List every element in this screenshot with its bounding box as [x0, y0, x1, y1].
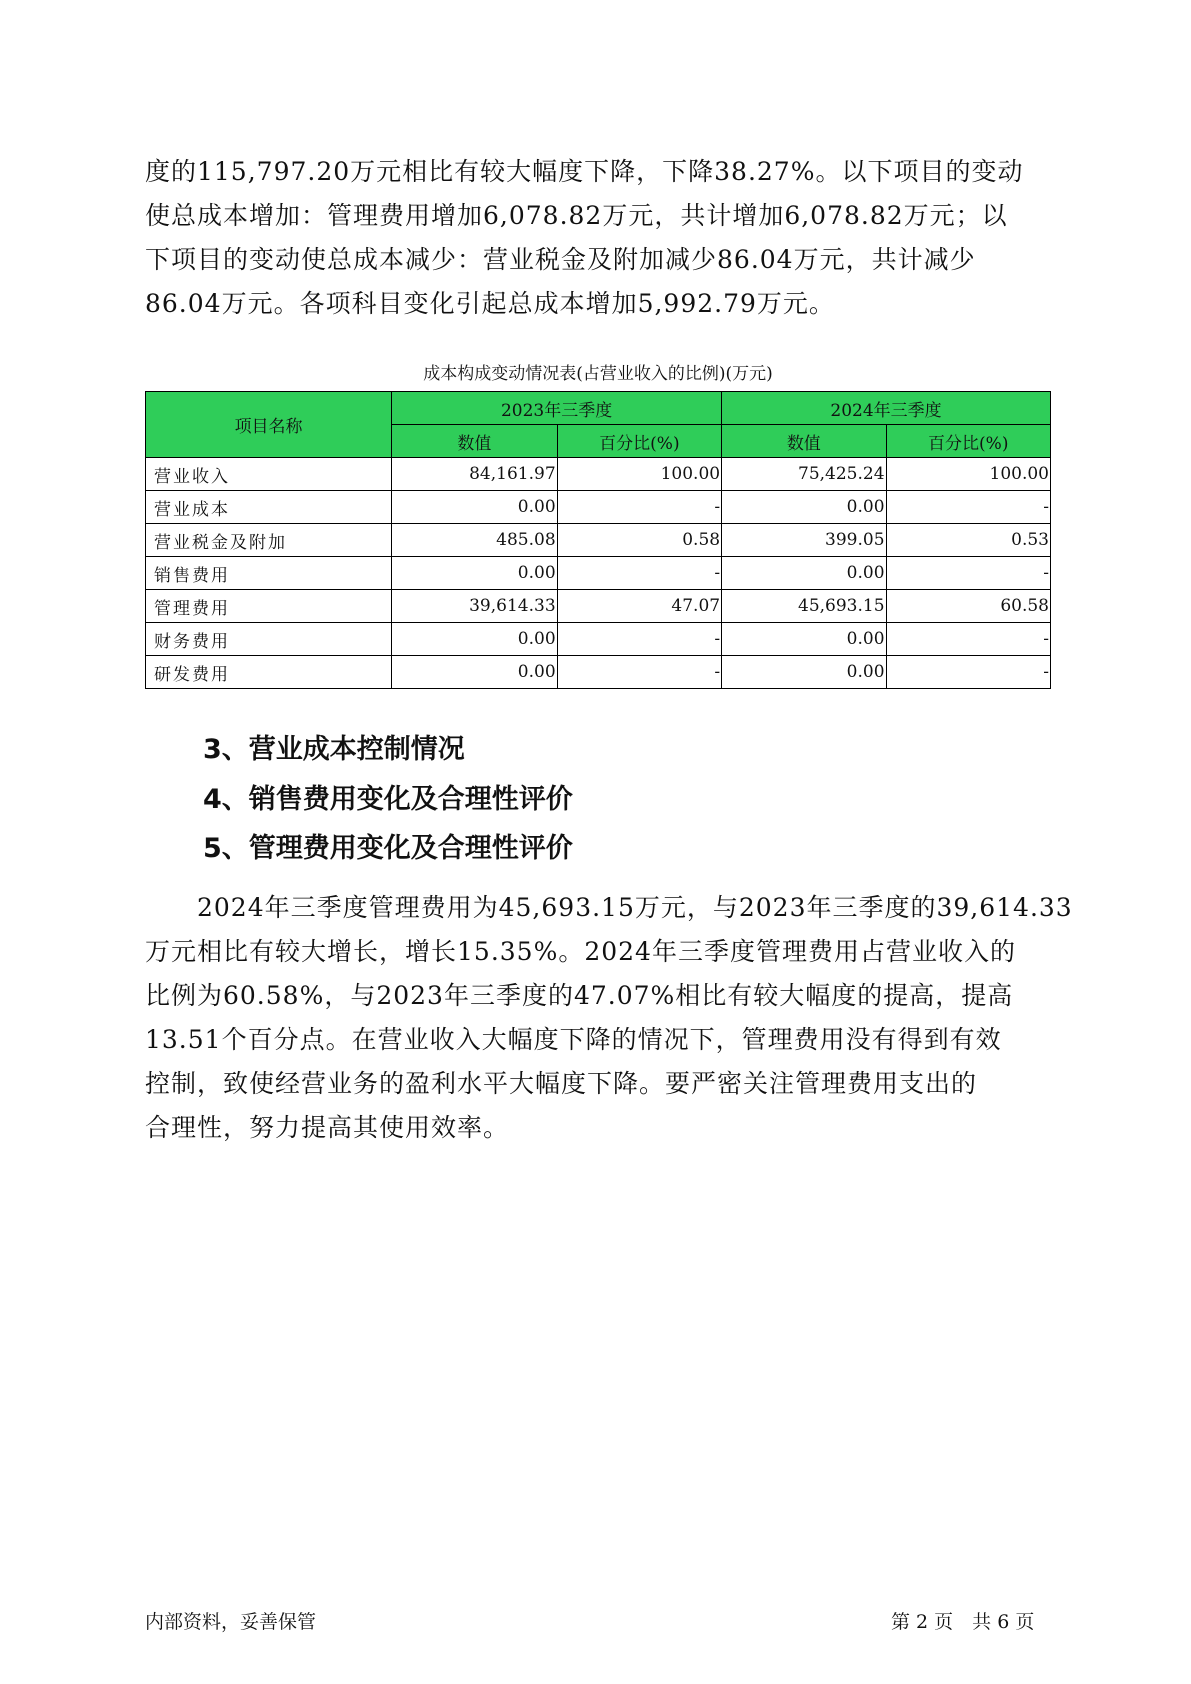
- pct-2024: -: [886, 623, 1050, 656]
- header-2024: 2024年三季度: [722, 392, 1051, 425]
- pct-2023: -: [557, 557, 721, 590]
- value-2024: 45,693.15: [722, 590, 886, 623]
- paragraph-line: 13.51个百分点。在营业收入大幅度下降的情况下，管理费用没有得到有效: [145, 1025, 1002, 1054]
- pct-2024: -: [886, 557, 1050, 590]
- pct-2023: -: [557, 623, 721, 656]
- admin-expense-paragraph: [145, 886, 1073, 1150]
- pct-2024: -: [886, 491, 1050, 524]
- value-2023: 0.00: [392, 656, 558, 689]
- section-heading-sales-expense: 4、销售费用变化及合理性评价: [203, 784, 573, 815]
- pct-2024: 0.53: [886, 524, 1050, 557]
- value-2023: 84,161.97: [392, 458, 558, 491]
- row-name: 管理费用: [146, 590, 392, 623]
- row-name: 营业成本: [146, 491, 392, 524]
- table-row: [146, 590, 1051, 623]
- pct-2023: 47.07: [557, 590, 721, 623]
- paragraph-line: 86.04万元。各项科目变化引起总成本增加5,992.79万元。: [145, 289, 835, 318]
- value-2024: 75,425.24: [722, 458, 886, 491]
- pct-2024: 100.00: [886, 458, 1050, 491]
- paragraph-line: 度的115,797.20万元相比有较大幅度下降，下降38.27%。以下项目的变动: [145, 157, 1024, 186]
- pct-2023: 0.58: [557, 524, 721, 557]
- paragraph-line: 下项目的变动使总成本减少：营业税金及附加减少86.04万元，共计减少: [145, 245, 976, 274]
- paragraph-line: 使总成本增加：管理费用增加6,078.82万元，共计增加6,078.82万元；以: [145, 201, 1008, 230]
- value-2023: 0.00: [392, 623, 558, 656]
- paragraph-line: 万元相比有较大增长，增长15.35%。2024年三季度管理费用占营业收入的: [145, 937, 1016, 966]
- paragraph-line: 比例为60.58%，与2023年三季度的47.07%相比有较大幅度的提高，提高: [145, 981, 1014, 1010]
- table-row: [146, 491, 1051, 524]
- pct-2024: -: [886, 656, 1050, 689]
- value-2023: 39,614.33: [392, 590, 558, 623]
- paragraph-line: 2024年三季度管理费用为45,693.15万元，与2023年三季度的39,614.33: [145, 893, 1073, 922]
- value-2024: 399.05: [722, 524, 886, 557]
- pct-2023: 100.00: [557, 458, 721, 491]
- pct-2024: 60.58: [886, 590, 1050, 623]
- value-2023: 0.00: [392, 557, 558, 590]
- table-caption: 成本构成变动情况表(占营业收入的比例)(万元): [423, 364, 773, 384]
- row-name: 财务费用: [146, 623, 392, 656]
- footer-confidential-note: 内部资料，妥善保管: [145, 1611, 317, 1633]
- intro-paragraph: [145, 150, 1055, 326]
- footer-page-number: 第 2 页 共 6 页: [891, 1611, 1035, 1633]
- value-2024: 0.00: [722, 656, 886, 689]
- row-name: 营业收入: [146, 458, 392, 491]
- value-2024: 0.00: [722, 623, 886, 656]
- value-2023: 485.08: [392, 524, 558, 557]
- section-heading-admin-expense: 5、管理费用变化及合理性评价: [203, 833, 573, 864]
- table-row: [146, 557, 1051, 590]
- row-name: 销售费用: [146, 557, 392, 590]
- table-row: [146, 458, 1051, 491]
- row-name: 营业税金及附加: [146, 524, 392, 557]
- table-row: [146, 656, 1051, 689]
- subheader-pct-2024: 百分比(%): [886, 425, 1050, 458]
- value-2024: 0.00: [722, 557, 886, 590]
- section-heading-operating-cost: 3、营业成本控制情况: [203, 734, 465, 765]
- table-header-row: [146, 392, 1051, 425]
- value-2023: 0.00: [392, 491, 558, 524]
- subheader-pct-2023: 百分比(%): [557, 425, 721, 458]
- subheader-value-2024: 数值: [722, 425, 886, 458]
- header-2023: 2023年三季度: [392, 392, 722, 425]
- pct-2023: -: [557, 656, 721, 689]
- pct-2023: -: [557, 491, 721, 524]
- row-name: 研发费用: [146, 656, 392, 689]
- header-item-name: 项目名称: [146, 392, 392, 458]
- table-row: [146, 623, 1051, 656]
- table-row: [146, 524, 1051, 557]
- subheader-value-2023: 数值: [392, 425, 558, 458]
- value-2024: 0.00: [722, 491, 886, 524]
- paragraph-line: 控制，致使经营业务的盈利水平大幅度下降。要严密关注管理费用支出的: [145, 1069, 978, 1098]
- paragraph-line: 合理性，努力提高其使用效率。: [145, 1113, 510, 1142]
- cost-structure-table: [145, 391, 1051, 689]
